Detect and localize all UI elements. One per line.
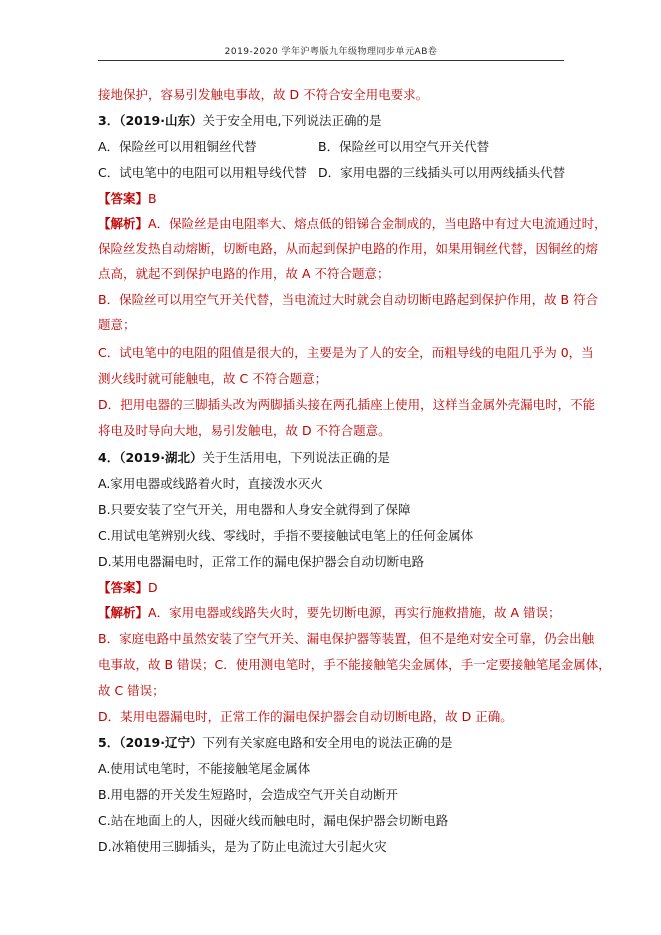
q4-explanation-1 — [98, 605, 570, 621]
q3-explanation-1 — [98, 216, 607, 232]
q4-option-c: C.用试电笔辨别火线、零线时，手指不要接触试电笔上的任何金属体 — [98, 528, 474, 543]
header-divider — [98, 60, 564, 61]
q5-option-d: D.冰箱使用三脚插头，是为了防止电流过大引起火灾 — [98, 839, 387, 854]
explanation-tag: 【解析】 — [98, 216, 149, 231]
question-text: 下列有关家庭电路和安全用电的说法正确的是 — [202, 735, 453, 750]
answer-value: D — [148, 580, 158, 595]
explanation-text: A．保险丝是由电阻率大、熔点低的铅锑合金制成的，当电路中有过大电流通过时， — [148, 216, 607, 231]
question-source: （2019·山东） — [119, 113, 203, 128]
question-text: 关于安全用电,下列说法正确的是 — [202, 113, 382, 128]
question-number: 4． — [98, 450, 120, 465]
question-3-stem — [98, 113, 570, 129]
answer-value: B — [148, 191, 157, 206]
q3-explanation-2: 保险丝发热自动熔断，切断电路，从而起到保护电路的作用，如果用铜丝代替，因铜丝的熔 — [98, 241, 599, 256]
q4-explanation-2: B．家庭电路中虽然安装了空气开关、漏电保护器等装置，但不是绝对安全可靠，仍会出触 — [98, 631, 595, 646]
q4-explanation-3: 电事故，故 B 错误；C．使用测电笔时，手不能接触笔尖金属体，手一定要接触笔尾金属体， — [98, 657, 611, 672]
q4-option-d: D.某用电器漏电时，正常工作的漏电保护器会自动切断电路 — [98, 554, 425, 569]
q4-answer — [98, 580, 570, 596]
q5-option-c: C.站在地面上的人，因碰火线而触电时，漏电保护器会切断电路 — [98, 813, 449, 828]
q4-explanation-4: 故 C 错误； — [98, 683, 165, 698]
question-source: （2019·辽宁） — [119, 735, 203, 750]
q3-option-c: C．试电笔中的电阻可以用粗导线代替 — [98, 165, 307, 180]
q3-explanation-7: 测火线时就可能触电，故 C 不符合题意； — [98, 371, 328, 386]
q3-explanation-8: D．把用电器的三脚插头改为两脚插头接在两孔插座上使用，这样当金属外壳漏电时，不能 — [98, 397, 596, 412]
question-5-stem — [98, 735, 570, 751]
q3-explanation-4: B．保险丝可以用空气开关代替，当电流过大时就会自动切断电路起到保护作用，故 B 符合 — [98, 292, 599, 307]
q5-option-a: A.使用试电笔时，不能接触笔尾金属体 — [98, 761, 311, 776]
q3-explanation-6: C．试电笔中的电阻的阻值是很大的，主要是为了人的安全，而粗导线的电阻几乎为 0，当 — [98, 345, 594, 360]
q4-option-b: B.只要安装了空气开关，用电器和人身安全就得到了保障 — [98, 502, 411, 517]
question-text: 关于生活用电，下列说法正确的是 — [202, 450, 391, 465]
explanation-tag: 【解析】 — [98, 605, 149, 620]
question-number: 5． — [98, 735, 120, 750]
answer-tag: 【答案】 — [98, 191, 149, 206]
q4-option-a: A.家用电器或线路着火时，直接泼水灭火 — [98, 476, 323, 491]
question-4-stem — [98, 450, 570, 466]
q4-explanation-5: D．某用电器漏电时，正常工作的漏电保护器会自动切断电路，故 D 正确。 — [98, 709, 513, 724]
continuation-line: 接地保护，容易引发触电事故，故 D 不符合安全用电要求。 — [98, 87, 429, 102]
q3-explanation-9: 将电及时导向大地，易引发触电，故 D 不符合题意。 — [98, 423, 391, 438]
q3-option-d: D．家用电器的三线插头可以用两线插头代替 — [318, 165, 566, 180]
q3-option-b: B．保险丝可以用空气开关代替 — [318, 139, 490, 154]
q5-option-b: B.用电器的开关发生短路时，会造成空气开关自动断开 — [98, 787, 399, 802]
q3-explanation-3: 点高，就起不到保护电路的作用，故 A 不符合题意； — [98, 266, 390, 281]
q3-answer — [98, 191, 570, 207]
question-source: （2019·湖北） — [119, 450, 203, 465]
explanation-text: A．家用电器或线路失火时，要先切断电源，再实行施救措施，故 A 错误； — [148, 605, 561, 620]
page-header: 2019-2020 学年沪粤版九年级物理同步单元AB卷 — [224, 47, 438, 57]
question-number: 3． — [98, 113, 120, 128]
q3-explanation-5: 题意； — [98, 317, 136, 332]
q3-option-a: A．保险丝可以用粗铜丝代替 — [98, 139, 257, 154]
answer-tag: 【答案】 — [98, 580, 149, 595]
